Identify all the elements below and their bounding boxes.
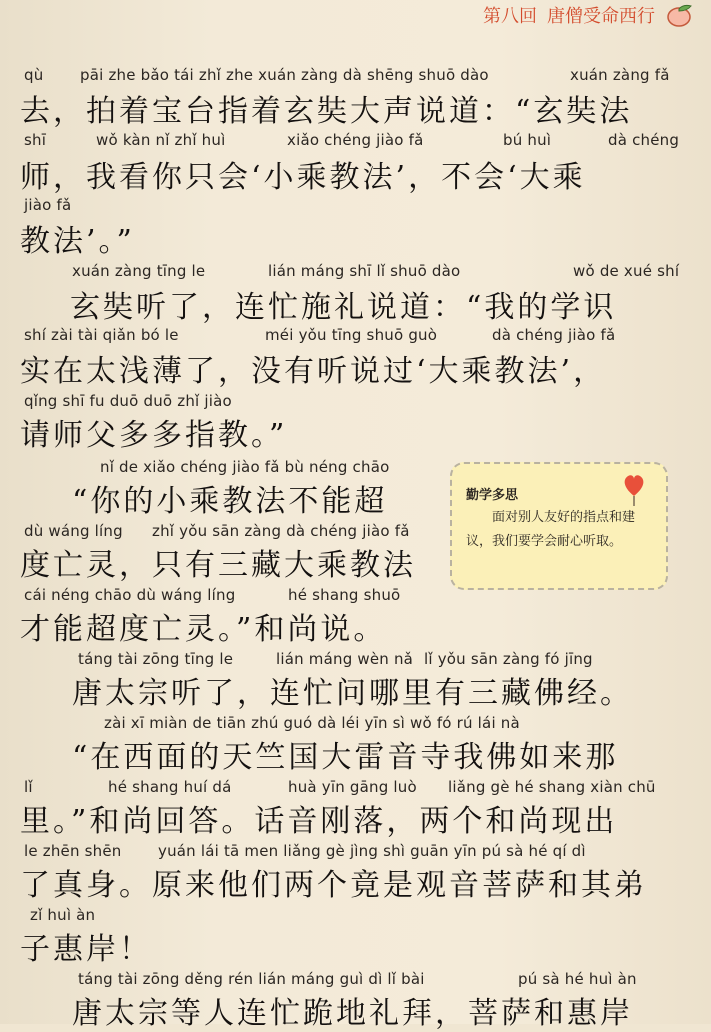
text-line: 请师父多多指教。” [20, 418, 288, 453]
pinyin-segment: zǐ huì àn [30, 906, 96, 924]
pinyin-segment: xuán zàng tīng le [72, 262, 206, 280]
pinyin-segment: zài xī miàn de tiān zhú guó dà léi yīn sì wǒ fó rú lái nà [104, 714, 520, 732]
pinyin-segment: xuán zàng fǎ [570, 66, 670, 84]
page-header [397, 0, 711, 30]
pinyin-segment: lǐ [24, 778, 33, 796]
tip-title: 勤学多思 [466, 488, 519, 503]
pinyin-segment: nǐ de xiǎo chéng jiào fǎ bù néng chāo [100, 458, 390, 476]
pinyin-segment: le zhēn shēn [24, 842, 122, 860]
pinyin-segment: lián máng shī lǐ shuō dào [268, 262, 461, 280]
pinyin-segment: táng tài zōng tīng le [78, 650, 234, 668]
pinyin-segment: yuán lái tā men liǎng gè jìng shì guān yīn pú sà hé qí dì [158, 842, 586, 860]
pinyin-segment: dù wáng líng [24, 522, 123, 540]
pinyin-segment: hé shang shuō [288, 586, 401, 604]
pinyin-segment: xiǎo chéng jiào fǎ [287, 131, 424, 149]
pinyin-segment: qù [24, 66, 44, 84]
pinyin-segment: zhǐ yǒu sān zàng dà chéng jiào fǎ [152, 522, 410, 540]
text-line: 实在太浅薄了，没有听说过‘大乘教法’， [20, 354, 607, 389]
pinyin-segment: shí zài tài qiǎn bó le [24, 326, 179, 344]
text-line: 子惠岸！ [20, 932, 152, 967]
chapter-number: 第八回 [483, 6, 537, 27]
tip-box [450, 462, 668, 590]
pinyin-segment: táng tài zōng děng rén lián máng guì dì lǐ bài [78, 970, 425, 988]
text-line: 玄奘听了，连忙施礼说道：“我的学识 [70, 290, 617, 325]
pinyin-segment: huà yīn gāng luò [288, 778, 417, 796]
text-line: 了真身。原来他们两个竟是观音菩萨和其弟 [20, 868, 647, 903]
tip-body: 面对别人友好的指点和建议，我们要学会耐心听取。 [466, 510, 636, 549]
text-line: 才能超度亡灵。”和尚说。 [20, 612, 387, 647]
chapter-title: 唐僧受命西行 [547, 6, 655, 27]
text-line: 唐太宗听了，连忙问哪里有三藏佛经。 [72, 676, 633, 711]
pinyin-segment: qǐng shī fu duō duō zhǐ jiào [24, 392, 232, 410]
text-line: 里。”和尚回答。话音刚落，两个和尚现出 [20, 804, 618, 839]
text-line: “你的小乘教法不能超 [72, 484, 388, 519]
pinyin-segment: méi yǒu tīng shuō guò [265, 326, 438, 344]
pinyin-segment: wǒ kàn nǐ zhǐ huì [96, 131, 226, 149]
pinyin-segment: bú huì [503, 131, 552, 149]
text-line: 师，我看你只会‘小乘教法’，不会‘大乘 [20, 160, 586, 195]
pinyin-segment: dà chéng jiào fǎ [492, 326, 616, 344]
pinyin-segment: liǎng gè hé shang xiàn chū [448, 778, 656, 796]
pinyin-segment: lǐ yǒu sān zàng fó jīng [424, 650, 593, 668]
peach-icon [665, 2, 697, 28]
text-line: “在西面的天竺国大雷音寺我佛如来那 [72, 740, 619, 775]
pinyin-segment: cái néng chāo dù wáng líng [24, 586, 236, 604]
pinyin-segment: jiào fǎ [24, 196, 72, 214]
text-line: 度亡灵，只有三藏大乘教法 [20, 548, 416, 583]
pinyin-segment: shī [24, 131, 47, 149]
text-line: 去，拍着宝台指着玄奘大声说道：“玄奘法 [20, 94, 633, 129]
pinyin-segment: lián máng wèn nǎ [276, 650, 414, 668]
pinyin-segment: dà chéng [608, 131, 680, 149]
lightbulb-heart-icon [620, 468, 648, 508]
text-line: 唐太宗等人连忙跪地礼拜，菩萨和惠岸 [72, 996, 633, 1031]
text-line: 教法’。” [20, 224, 135, 259]
pinyin-segment: pú sà hé huì àn [518, 970, 637, 988]
pinyin-segment: pāi zhe bǎo tái zhǐ zhe xuán zàng dà shēng shuō dào [80, 66, 489, 84]
pinyin-segment: hé shang huí dá [108, 778, 232, 796]
pinyin-segment: wǒ de xué shí [573, 262, 680, 280]
